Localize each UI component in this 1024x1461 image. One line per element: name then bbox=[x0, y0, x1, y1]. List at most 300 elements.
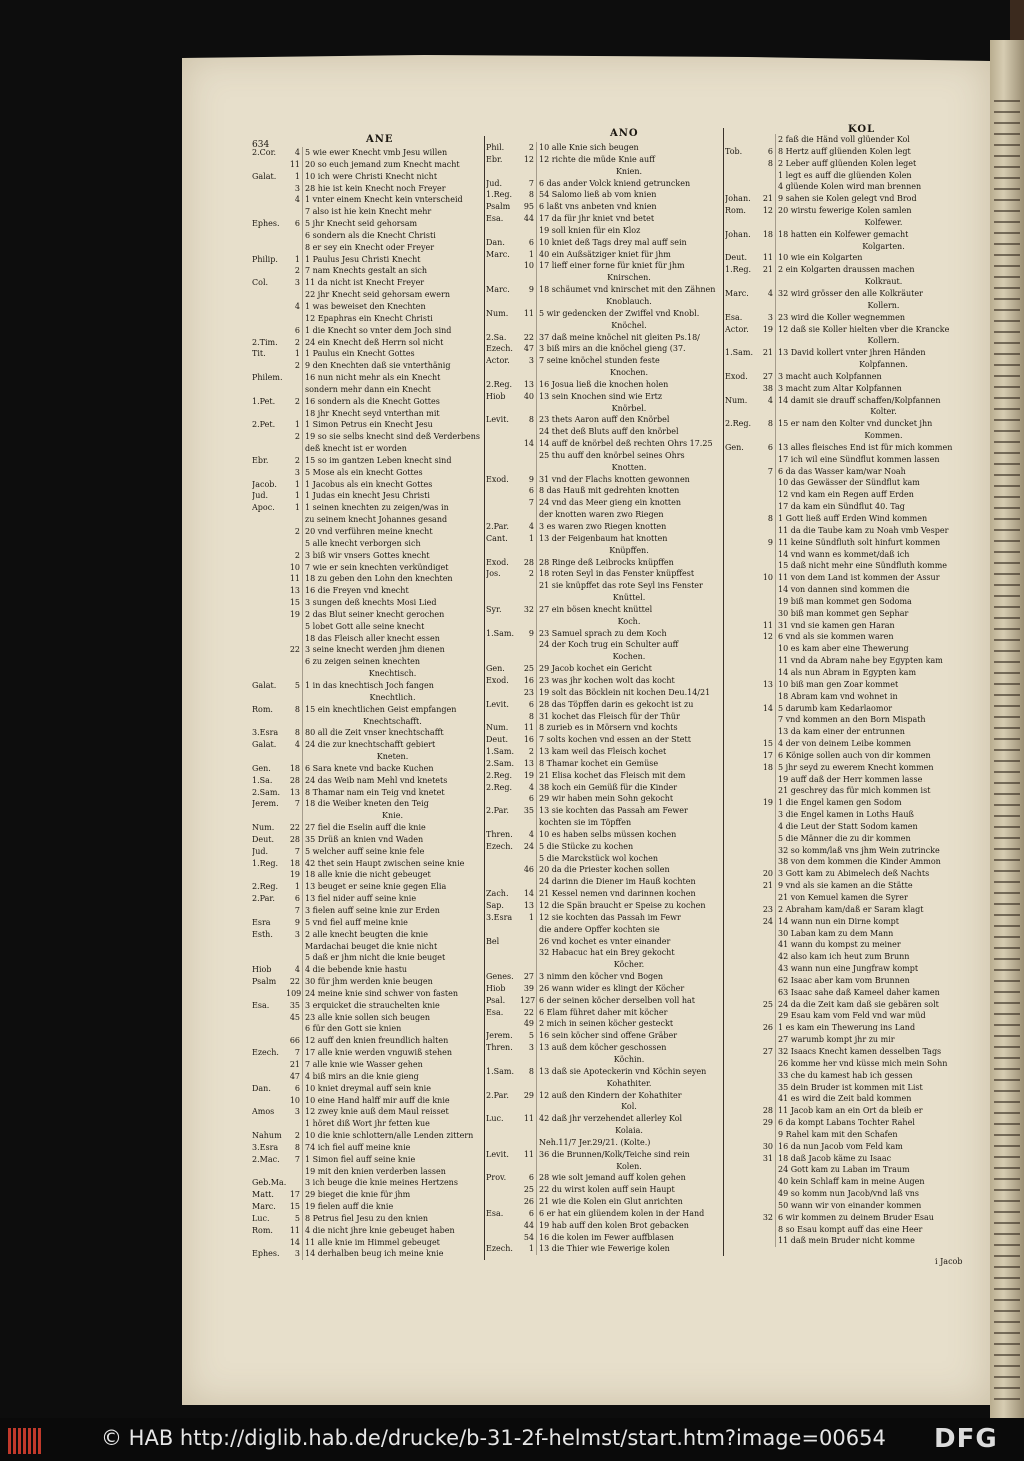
book-abbreviation bbox=[252, 443, 286, 455]
concordance-entry bbox=[725, 146, 989, 158]
column-divider-1 bbox=[484, 136, 485, 1260]
book-abbreviation: Matt. bbox=[252, 1190, 274, 1200]
chapter-number bbox=[520, 450, 536, 462]
chapter-number: 6 bbox=[528, 794, 534, 804]
book-abbreviation bbox=[725, 726, 759, 738]
book-abbreviation: 1.Pet. bbox=[252, 396, 276, 406]
chapter-number: 13 bbox=[523, 758, 534, 768]
book-abbreviation: Exod. bbox=[486, 675, 509, 685]
chapter-number bbox=[759, 1129, 775, 1141]
book-abbreviation: Deut. bbox=[252, 834, 275, 844]
column-divider-2 bbox=[723, 128, 724, 1256]
concordance-entry bbox=[486, 722, 719, 734]
book-abbreviation: Ezech. bbox=[252, 1048, 279, 1058]
verse-text: 29 Jacob kochet ein Gericht bbox=[536, 663, 719, 675]
book-abbreviation bbox=[486, 1078, 520, 1090]
headword: Knörbel. bbox=[536, 403, 719, 415]
book-abbreviation bbox=[252, 1012, 286, 1024]
book-abbreviation bbox=[252, 573, 286, 585]
concordance-entry bbox=[252, 917, 480, 929]
concordance-entry bbox=[252, 1177, 480, 1189]
verse-text: 19 auff daß der Herr kommen lasse bbox=[775, 774, 989, 786]
concordance-entry bbox=[252, 976, 480, 988]
concordance-entry bbox=[725, 395, 989, 407]
concordance-entry bbox=[486, 1149, 719, 1161]
verse-text: 3 seine knecht werden jhm dienen bbox=[302, 644, 480, 656]
chapter-number: 1 bbox=[528, 912, 534, 922]
verse-text: 2 ein Kolgarten draussen machen bbox=[775, 264, 989, 276]
verse-text: 14 als nun Abram in Egypten kam bbox=[775, 667, 989, 679]
verse-text: 50 wann wir von einander kommen bbox=[775, 1200, 989, 1212]
book-abbreviation bbox=[252, 1118, 286, 1130]
book-abbreviation bbox=[252, 289, 286, 301]
chapter-number bbox=[759, 430, 775, 442]
verse-text: 6 sondern als die Knecht Christi bbox=[302, 230, 480, 242]
concordance-entry bbox=[252, 988, 480, 1000]
chapter-number: 20 bbox=[762, 869, 773, 879]
concordance-entry bbox=[486, 616, 719, 628]
verse-text: 19 solt das Böcklein nit kochen Deu.14/21 bbox=[536, 687, 719, 699]
chapter-number: 47 bbox=[523, 344, 534, 354]
chapter-number bbox=[759, 454, 775, 466]
concordance-entry bbox=[725, 217, 989, 229]
verse-text: 21 wie die Kolen ein Glut anrichten bbox=[536, 1196, 719, 1208]
chapter-number: 9 bbox=[528, 285, 534, 295]
source-link[interactable]: © HAB http://diglib.hab.de/drucke/b-31-2f-helmst/start.htm?image=00654 bbox=[101, 1426, 886, 1450]
concordance-entry bbox=[486, 687, 719, 699]
concordance-entry bbox=[252, 716, 480, 728]
concordance-entry bbox=[252, 384, 480, 396]
chapter-number: 3 bbox=[294, 183, 300, 193]
book-abbreviation bbox=[725, 762, 759, 774]
chapter-number: 40 bbox=[523, 391, 534, 401]
book-abbreviation bbox=[252, 585, 286, 597]
book-abbreviation bbox=[486, 509, 520, 521]
verse-text: 10 alle Knie sich beugen bbox=[536, 142, 719, 154]
book-abbreviation: Nahum bbox=[252, 1131, 282, 1141]
verse-text: 12 vnd kam ein Regen auff Erden bbox=[775, 489, 989, 501]
chapter-number: 3 bbox=[294, 1249, 300, 1259]
chapter-number bbox=[759, 785, 775, 797]
concordance-entry bbox=[252, 265, 480, 277]
chapter-number: 1 bbox=[294, 171, 300, 181]
chapter-number: 47 bbox=[289, 1071, 300, 1081]
verse-text: 43 wann nun eine Jungfraw kompt bbox=[775, 963, 989, 975]
verse-text: 7 nam Knechts gestalt an sich bbox=[302, 265, 480, 277]
verse-text: 13 auß dem köcher geschossen bbox=[536, 1042, 719, 1054]
verse-text: 18 jhr Knecht seyd vnterthan mit bbox=[302, 408, 480, 420]
verse-text: 18 die Weiber kneten den Teig bbox=[302, 798, 480, 810]
concordance-entry bbox=[252, 538, 480, 550]
chapter-number: 6 bbox=[294, 325, 300, 335]
verse-text: 24 Gott kam zu Laban im Traum bbox=[775, 1164, 989, 1176]
concordance-entry bbox=[252, 337, 480, 349]
book-abbreviation bbox=[725, 1164, 759, 1176]
chapter-number bbox=[759, 987, 775, 999]
book-abbreviation: 2.Reg. bbox=[486, 379, 513, 389]
verse-text: 38 koch ein Gemüß für die Kinder bbox=[536, 782, 719, 794]
verse-text: 30 Laban kam zu dem Mann bbox=[775, 928, 989, 940]
book-abbreviation bbox=[486, 272, 520, 284]
book-abbreviation bbox=[486, 853, 520, 865]
chapter-number: 6 bbox=[767, 442, 773, 452]
concordance-entry bbox=[486, 142, 719, 154]
chapter-number bbox=[759, 1224, 775, 1236]
chapter-number: 21 bbox=[289, 1059, 300, 1069]
chapter-number: 19 bbox=[762, 324, 773, 334]
verse-text: 13 da kam einer der entrunnen bbox=[775, 726, 989, 738]
chapter-number: 11 bbox=[523, 1149, 534, 1159]
book-abbreviation bbox=[725, 241, 759, 253]
verse-text: 49 so komm nun Jacob/vnd laß vns bbox=[775, 1188, 989, 1200]
verse-text: 19 mit den knien verderben lassen bbox=[302, 1166, 480, 1178]
book-abbreviation: Bel bbox=[486, 936, 500, 946]
verse-text: 28 das Töpffen darin es gekocht ist zu bbox=[536, 699, 719, 711]
chapter-number: 15 bbox=[762, 739, 773, 749]
book-abbreviation bbox=[725, 1141, 759, 1153]
chapter-number: 38 bbox=[762, 383, 773, 393]
concordance-entry bbox=[252, 739, 480, 751]
chapter-number bbox=[520, 426, 536, 438]
concordance-entry bbox=[252, 372, 480, 384]
book-abbreviation: Num. bbox=[486, 308, 509, 318]
verse-text: 1 höret diß Wort jhr fetten kue bbox=[302, 1118, 480, 1130]
chapter-number bbox=[759, 525, 775, 537]
book-abbreviation bbox=[725, 276, 759, 288]
verse-text: 19 biß man kommet gen Sodoma bbox=[775, 596, 989, 608]
book-abbreviation bbox=[725, 631, 759, 643]
chapter-number: 3 bbox=[294, 1107, 300, 1117]
headword: Knüpffen. bbox=[536, 545, 719, 557]
verse-text: 13 beuget er seine knie gegen Elia bbox=[302, 881, 480, 893]
concordance-entry bbox=[725, 1235, 989, 1247]
book-abbreviation: Thren. bbox=[486, 829, 513, 839]
concordance-entry bbox=[486, 1078, 719, 1090]
chapter-number: 10 bbox=[289, 562, 300, 572]
book-abbreviation: Rom. bbox=[252, 1225, 273, 1235]
book-abbreviation: Ezech. bbox=[486, 841, 513, 851]
book-abbreviation bbox=[252, 313, 286, 325]
book-abbreviation: Esa. bbox=[725, 312, 743, 322]
book-abbreviation: 2.Reg. bbox=[252, 882, 279, 892]
concordance-entry bbox=[486, 308, 719, 320]
concordance-entry bbox=[252, 455, 480, 467]
book-abbreviation bbox=[725, 300, 759, 312]
verse-text: 19 hab auff den kolen Brot gebacken bbox=[536, 1220, 719, 1232]
verse-text: 17 da für jhr kniet vnd betet bbox=[536, 213, 719, 225]
book-abbreviation: 1.Reg. bbox=[252, 858, 279, 868]
chapter-number: 16 bbox=[523, 735, 534, 745]
concordance-entry bbox=[725, 643, 989, 655]
chapter-number: 1 bbox=[294, 254, 300, 264]
verse-text: 42 thet sein Haupt zwischen seine knie bbox=[302, 858, 480, 870]
book-abbreviation: 2.Reg. bbox=[725, 419, 752, 429]
concordance-entry bbox=[486, 414, 719, 426]
concordance-entry bbox=[252, 1059, 480, 1071]
book-abbreviation bbox=[725, 892, 759, 904]
chapter-number bbox=[520, 947, 536, 959]
book-abbreviation bbox=[252, 1166, 286, 1178]
concordance-entry bbox=[252, 550, 480, 562]
book-abbreviation bbox=[252, 668, 286, 680]
concordance-entry bbox=[252, 644, 480, 656]
concordance-entry bbox=[486, 592, 719, 604]
viewer-footer bbox=[0, 1418, 1024, 1461]
concordance-entry bbox=[486, 663, 719, 675]
headword: Knirschen. bbox=[536, 272, 719, 284]
chapter-number bbox=[759, 560, 775, 572]
verse-text: 42 daß jhr verzehendet allerley Kol bbox=[536, 1113, 719, 1125]
chapter-number bbox=[520, 509, 536, 521]
concordance-entry bbox=[486, 947, 719, 959]
chapter-number: 4 bbox=[767, 288, 773, 298]
concordance-entry bbox=[252, 692, 480, 704]
concordance-entry bbox=[252, 893, 480, 905]
concordance-entry bbox=[725, 489, 989, 501]
verse-text: 2 mich in seinen köcher gesteckt bbox=[536, 1018, 719, 1030]
book-abbreviation bbox=[725, 501, 759, 513]
chapter-number bbox=[286, 633, 302, 645]
book-abbreviation bbox=[725, 833, 759, 845]
chapter-number: 32 bbox=[523, 604, 534, 614]
chapter-number bbox=[759, 833, 775, 845]
verse-text: 13 der Feigenbaum hat knotten bbox=[536, 533, 719, 545]
chapter-number: 4 bbox=[528, 829, 534, 839]
chapter-number: 23 bbox=[762, 904, 773, 914]
verse-text: die andere Opffer kochten sie bbox=[536, 924, 719, 936]
book-abbreviation bbox=[252, 597, 286, 609]
chapter-number: 8 bbox=[528, 1066, 534, 1076]
chapter-number: 4 bbox=[294, 148, 300, 157]
verse-text: der knotten waren zwo Riegen bbox=[536, 509, 719, 521]
book-abbreviation bbox=[252, 301, 286, 313]
book-abbreviation: 2.Tim. bbox=[252, 337, 278, 347]
chapter-number bbox=[759, 774, 775, 786]
verse-text: 32 so komm/laß vns jhm Wein zutrincke bbox=[775, 845, 989, 857]
concordance-entry bbox=[725, 1010, 989, 1022]
concordance-entry bbox=[252, 242, 480, 254]
chapter-number bbox=[759, 596, 775, 608]
book-abbreviation bbox=[252, 716, 286, 728]
book-abbreviation: 2.Sa. bbox=[486, 332, 507, 342]
verse-text: 10 es haben selbs müssen kochen bbox=[536, 829, 719, 841]
chapter-number: 13 bbox=[523, 901, 534, 910]
book-abbreviation bbox=[725, 134, 759, 146]
chapter-number: 3 bbox=[528, 1043, 534, 1053]
verse-text: 8 das Hauß mit gedrehten knotten bbox=[536, 485, 719, 497]
verse-text: 20 so euch jemand zum Knecht macht bbox=[302, 159, 480, 171]
concordance-entry bbox=[486, 1054, 719, 1066]
concordance-entry bbox=[252, 254, 480, 266]
chapter-number bbox=[286, 384, 302, 396]
chapter-number bbox=[759, 1164, 775, 1176]
verse-text: 3 es waren zwo Riegen knotten bbox=[536, 521, 719, 533]
chapter-number bbox=[759, 359, 775, 371]
verse-text: 29 wir haben mein Sohn gekocht bbox=[536, 793, 719, 805]
book-abbreviation bbox=[252, 1071, 286, 1083]
verse-text: 6 Sara knete vnd backe Kuchen bbox=[302, 763, 480, 775]
concordance-entry bbox=[252, 834, 480, 846]
verse-text: 27 fiel die Eselin auff die knie bbox=[302, 822, 480, 834]
concordance-entry bbox=[252, 467, 480, 479]
concordance-entry bbox=[252, 869, 480, 881]
chapter-number: 2 bbox=[294, 266, 300, 276]
verse-text: 9 den Knechten daß sie vnterthänig bbox=[302, 360, 480, 372]
concordance-entry bbox=[725, 513, 989, 525]
concordance-entry bbox=[725, 181, 989, 193]
book-abbreviation bbox=[725, 667, 759, 679]
concordance-entry bbox=[252, 443, 480, 455]
concordance-entry bbox=[725, 714, 989, 726]
concordance-entry bbox=[486, 545, 719, 557]
book-abbreviation bbox=[486, 924, 520, 936]
verse-text: 11 von dem Land ist kommen der Assur bbox=[775, 572, 989, 584]
chapter-number: 28 bbox=[762, 1106, 773, 1116]
chapter-number bbox=[759, 951, 775, 963]
verse-text: 5 die Stücke zu kochen bbox=[536, 841, 719, 853]
chapter-number: 12 bbox=[523, 154, 534, 164]
concordance-entry bbox=[252, 952, 480, 964]
verse-text: 18 hatten ein Kolfewer gemacht bbox=[775, 229, 989, 241]
concordance-entry bbox=[252, 763, 480, 775]
verse-text: 1 seinen knechten zu zeigen/was in bbox=[302, 502, 480, 514]
book-abbreviation: Johan. bbox=[725, 229, 751, 239]
concordance-entry bbox=[252, 680, 480, 692]
concordance-entry bbox=[725, 1022, 989, 1034]
verse-text: 3 Gott kam zu Abimelech deß Nachts bbox=[775, 868, 989, 880]
verse-text: 38 von dem kommen die Kinder Ammon bbox=[775, 856, 989, 868]
verse-text: 13 sein Knochen sind wie Ertz bbox=[536, 391, 719, 403]
concordance-entry bbox=[486, 734, 719, 746]
chapter-number: 66 bbox=[289, 1036, 300, 1046]
verse-text: 14 von dannen sind kommen die bbox=[775, 584, 989, 596]
verse-text: 11 vnd da Abram nahe bey Egypten kam bbox=[775, 655, 989, 667]
verse-text: 13 die Thier wie Fewerige kolen bbox=[536, 1243, 719, 1255]
verse-text: 4 die Leut der Statt Sodom kamen bbox=[775, 821, 989, 833]
verse-text: 8 Thamar kochet ein Gemüse bbox=[536, 758, 719, 770]
verse-text: 12 Epaphras ein Knecht Christi bbox=[302, 313, 480, 325]
book-abbreviation bbox=[725, 620, 759, 632]
verse-text: 29 bieget die knie für jhm bbox=[302, 1189, 480, 1201]
verse-text: 20 wirstu fewerige Kolen samlen bbox=[775, 205, 989, 217]
verse-text: 4 biß mirs an die knie gieng bbox=[302, 1071, 480, 1083]
chapter-number bbox=[520, 1101, 536, 1113]
book-abbreviation bbox=[486, 651, 520, 663]
chapter-number bbox=[520, 936, 536, 948]
verse-text: 9 sahen sie Kolen gelegt vnd Brod bbox=[775, 193, 989, 205]
book-abbreviation bbox=[252, 656, 286, 668]
concordance-entry bbox=[725, 418, 989, 430]
book-abbreviation: Galat. bbox=[252, 171, 277, 181]
book-abbreviation bbox=[725, 572, 759, 584]
book-abbreviation bbox=[725, 1224, 759, 1236]
concordance-entry bbox=[725, 596, 989, 608]
chapter-number: 1 bbox=[528, 1244, 534, 1254]
chapter-number: 12 bbox=[762, 206, 773, 216]
concordance-entry bbox=[486, 1113, 719, 1125]
concordance-entry bbox=[486, 876, 719, 888]
book-abbreviation: Num. bbox=[252, 823, 275, 833]
chapter-number: 9 bbox=[294, 917, 300, 927]
book-abbreviation bbox=[725, 738, 759, 750]
book-abbreviation bbox=[725, 928, 759, 940]
verse-text: 21 sie knüpffet das rote Seyl ins Fenster bbox=[536, 580, 719, 592]
column-3-heading: KOL bbox=[848, 124, 876, 135]
chapter-number bbox=[520, 580, 536, 592]
chapter-number: 4 bbox=[294, 740, 300, 750]
headword: Kolen. bbox=[536, 1161, 719, 1173]
verse-text: 18 schäumet vnd knirschet mit den Zähnen bbox=[536, 284, 719, 296]
concordance-entry bbox=[725, 525, 989, 537]
chapter-number: 4 bbox=[528, 522, 534, 531]
book-abbreviation: 3.Esra bbox=[252, 1142, 279, 1152]
verse-text: 3 biß mirs an die knöchel gieng (37. bbox=[536, 343, 719, 355]
verse-text: 23 thets Aaron auff den Knörbel bbox=[536, 414, 719, 426]
chapter-number: 11 bbox=[289, 159, 300, 169]
verse-text: 15 daß nicht mehr eine Sündfluth komme bbox=[775, 560, 989, 572]
book-abbreviation bbox=[486, 1196, 520, 1208]
chapter-number: 5 bbox=[294, 680, 300, 690]
chapter-number: 25 bbox=[523, 1185, 534, 1195]
concordance-entry bbox=[725, 1153, 989, 1165]
chapter-number bbox=[759, 1093, 775, 1105]
verse-text: 12 die Spän braucht er Speise zu kochen bbox=[536, 900, 719, 912]
chapter-number: 5 bbox=[294, 1213, 300, 1223]
chapter-number bbox=[759, 406, 775, 418]
verse-text: 1 Simon fiel auff seine knie bbox=[302, 1154, 480, 1166]
chapter-number: 6 bbox=[528, 237, 534, 247]
concordance-entry bbox=[725, 750, 989, 762]
book-abbreviation bbox=[486, 616, 520, 628]
verse-text: 21 Elisa kochet das Fleisch mit dem bbox=[536, 770, 719, 782]
chapter-number: 30 bbox=[762, 1141, 773, 1151]
chapter-number bbox=[759, 477, 775, 489]
chapter-number: 18 bbox=[289, 763, 300, 773]
concordance-entry bbox=[725, 205, 989, 217]
concordance-entry bbox=[486, 403, 719, 415]
verse-text: 32 Habacuc hat ein Brey gekocht bbox=[536, 947, 719, 959]
verse-text: 5 alle knecht verborgen sich bbox=[302, 538, 480, 550]
book-abbreviation: Psalm bbox=[486, 202, 511, 212]
chapter-number: 10 bbox=[289, 1095, 300, 1105]
concordance-entry bbox=[486, 1066, 719, 1078]
book-abbreviation bbox=[725, 489, 759, 501]
verse-text: 24 vnd das Meer gieng ein knotten bbox=[536, 497, 719, 509]
verse-text: 28 hie ist kein Knecht noch Freyer bbox=[302, 183, 480, 195]
verse-text: 5 jhr Knecht seid gehorsam bbox=[302, 218, 480, 230]
chapter-number: 2 bbox=[294, 337, 300, 347]
book-abbreviation: Marc. bbox=[486, 249, 510, 259]
hab-logo-icon[interactable] bbox=[8, 1428, 48, 1454]
chapter-number: 24 bbox=[523, 841, 534, 851]
book-abbreviation bbox=[486, 1018, 520, 1030]
dfg-logo[interactable]: DFG bbox=[934, 1424, 998, 1454]
headword: Köchin. bbox=[536, 1054, 719, 1066]
chapter-number bbox=[286, 242, 302, 254]
book-abbreviation: Esa. bbox=[486, 214, 504, 224]
verse-text: 4 der von deinem Leibe kommen bbox=[775, 738, 989, 750]
headword: Kolgarten. bbox=[775, 241, 989, 253]
concordance-entry bbox=[725, 1200, 989, 1212]
book-abbreviation: 3.Esra bbox=[252, 728, 279, 738]
chapter-number bbox=[286, 1023, 302, 1035]
verse-text: 5 jhr seyd zu ewerem Knecht kommen bbox=[775, 762, 989, 774]
book-abbreviation bbox=[486, 864, 520, 876]
concordance-entry bbox=[486, 284, 719, 296]
verse-text: Neh.11/7 Jer.29/21. (Kolte.) bbox=[536, 1137, 719, 1149]
verse-text: 1 die Engel kamen gen Sodom bbox=[775, 797, 989, 809]
concordance-entry bbox=[486, 1232, 719, 1244]
